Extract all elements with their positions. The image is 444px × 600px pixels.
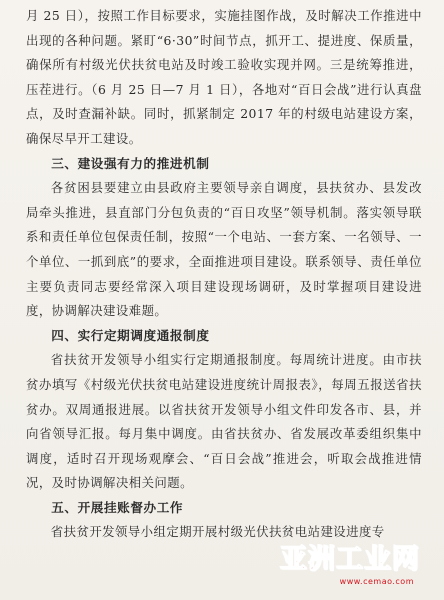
document-body	[26, 4, 422, 545]
section-heading-5: 五、开展挂账督办工作	[51, 499, 184, 515]
paragraph-continuation: 月 25 日），按照工作目标要求，实施挂图作战，及时解决工作推进中出现的各种问题。紧盯“6·30”时间节点，抓开工、提进度、保质量，确保所有村级光伏扶贫电站及时竣工验收实现并网。三是统筹推进，压茬进行。（6 月 25 日—7 月 1 日），各地对“百日会战”进行认真盘点，及时查漏补缺。同时，抓紧制定 2017 年的村级电站建设方案，确保尽早开工建设。	[26, 8, 422, 146]
paragraph-section-5: 省扶贫开发领导小组定期开展村级光伏扶贫电站建设进度专	[50, 524, 385, 540]
paragraph-section-3: 各贫困县要建立由县政府主要领导亲自调度，县扶贫办、县发改局牵头推进，县直部门分包负责的“百日攻坚”领导机制。落实领导联系和责任单位包保责任制，按照“一个电站、一套方案、一名领导、一个单位、一抓到底”的要求，全面推进项目建设。联系领导、责任单位主要负责同志要经常深入项目建设现场调研，及时掌握项目建设进度，协调解决建设难题。	[26, 180, 422, 319]
section-heading-3: 三、建设强有力的推进机制	[51, 155, 210, 171]
section-heading-4: 四、实行定期调度通报制度	[51, 327, 210, 343]
paragraph-section-4: 省扶贫开发领导小组实行定期通报制度。每周统计进度。由市扶贫办填写《村级光伏扶贫电站建设进度统计周报表》，每周五报送省扶贫办。双周通报进展。以省扶贫开发领导小组文件印发各市、县，并向省领导汇报。每月集中调度。由省扶贫办、省发展改革委组织集中调度，适时召开现场观摩会、“百日会战”推进会，听取会战推进情况，及时协调解决相关问题。	[26, 352, 422, 491]
watermark-url: www.cemao.com	[339, 577, 414, 586]
watermark-logo: 亚洲工业网	[280, 544, 420, 575]
